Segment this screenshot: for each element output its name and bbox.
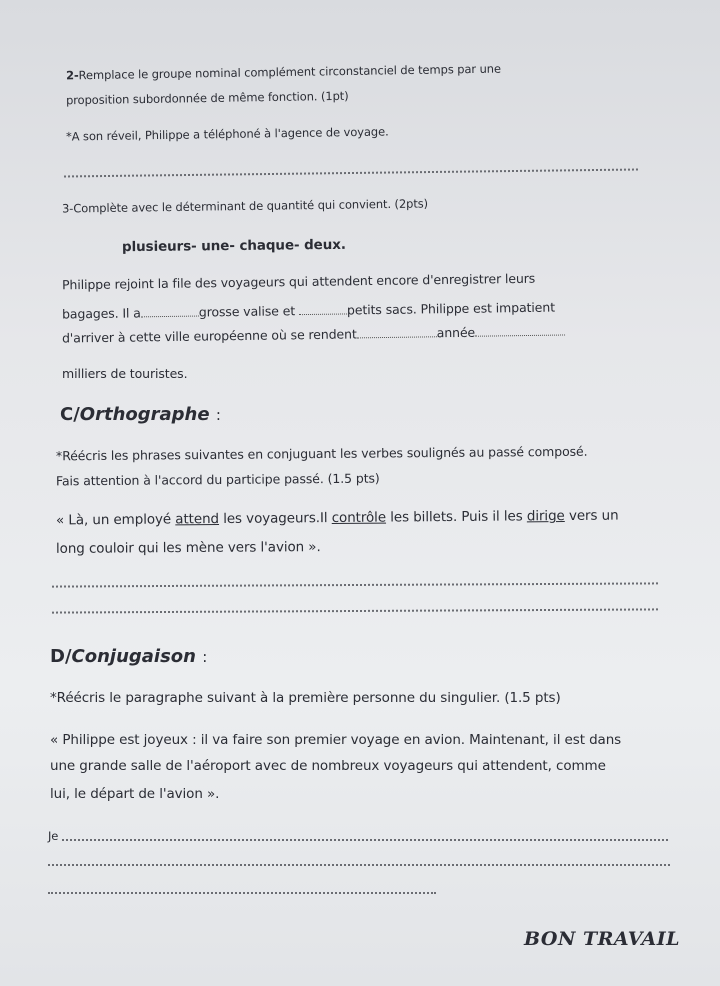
signoff-text: BON TRAVAIL bbox=[524, 928, 680, 950]
section-d-quote-line1: « Philippe est joyeux : il va faire son premier voyage en avion. Maintenant, il est dans bbox=[50, 732, 622, 748]
ex2-number: 2- bbox=[65, 68, 79, 83]
underlined-verb-attend: attend bbox=[175, 511, 220, 528]
section-d-answer-start: Je bbox=[48, 829, 59, 843]
section-d-instruction: *Réécris le paragraphe suivant à la première personne du singulier. (1.5 pts) bbox=[50, 690, 561, 706]
ex3-text-line2 bbox=[62, 299, 555, 323]
ex3-text-line4: milliers de touristes. bbox=[62, 366, 188, 381]
section-c-quote-line1 bbox=[56, 508, 619, 529]
section-c-answer-line-1[interactable] bbox=[52, 582, 658, 587]
ex3-text-line3 bbox=[62, 322, 565, 346]
section-c-instruction-line2: Fais attention à l'accord du participe passé. (1.5 pts) bbox=[55, 470, 380, 489]
section-d-answer-line-1[interactable] bbox=[62, 839, 668, 841]
section-d-prefix: D/ bbox=[50, 646, 72, 667]
ex2-instruction-line2: proposition subordonnée de même fonction. (1pt) bbox=[65, 88, 349, 108]
ex3-line2-part-c: petits sacs. Philippe est impatient bbox=[346, 299, 556, 318]
section-d-heading bbox=[50, 646, 207, 667]
ex2-answer-line[interactable] bbox=[64, 168, 638, 177]
section-d-title: Conjugaison bbox=[71, 646, 196, 667]
ex3-blank-1[interactable] bbox=[141, 304, 199, 318]
ex3-blank-4[interactable] bbox=[475, 322, 565, 336]
underlined-verb-controle: contrôle bbox=[331, 509, 387, 527]
section-d-answer-line-3[interactable] bbox=[48, 892, 436, 894]
ex3-line3-part-b: année bbox=[436, 324, 476, 341]
ex3-blank-3[interactable] bbox=[357, 324, 437, 338]
ex2-instruction-line1 bbox=[66, 61, 501, 84]
ex3-text-line1: Philippe rejoint la file des voyageurs qui attendent encore d'enregistrer leurs bbox=[61, 270, 536, 293]
section-c-colon: : bbox=[215, 406, 221, 424]
quote-text: les voyageurs.Il bbox=[218, 510, 332, 528]
section-c-answer-line-2[interactable] bbox=[52, 608, 658, 613]
section-c-title: Orthographe bbox=[79, 404, 210, 425]
quote-text: « Là, un employé bbox=[55, 511, 176, 529]
section-d-quote-line2: une grande salle de l'aéroport avec de nombreux voyageurs qui attendent, comme bbox=[50, 758, 606, 774]
ex3-line2-part-a: bagages. Il a bbox=[61, 305, 141, 322]
section-d-colon: : bbox=[202, 648, 208, 666]
section-c-heading bbox=[60, 404, 221, 425]
section-c-prefix: C/ bbox=[60, 404, 80, 425]
ex3-line2-part-b: grosse valise et bbox=[198, 303, 296, 320]
ex3-blank-2[interactable] bbox=[299, 301, 347, 315]
ex2-instruction-text: Remplace le groupe nominal complément circonstanciel de temps par une bbox=[78, 61, 502, 83]
ex3-title: 3-Complète avec le déterminant de quantité qui convient. (2pts) bbox=[61, 196, 429, 216]
section-d-answer-line-2[interactable] bbox=[48, 864, 670, 866]
ex2-sentence: *A son réveil, Philippe a téléphoné à l'agence de voyage. bbox=[65, 124, 389, 144]
quote-text: les billets. Puis il les bbox=[385, 508, 527, 526]
ex3-word-list: plusieurs- une- chaque- deux. bbox=[121, 236, 346, 256]
underlined-verb-dirige: dirige bbox=[526, 508, 565, 525]
section-d-quote-line3: lui, le départ de l'avion ». bbox=[50, 786, 220, 802]
ex3-line3-part-a: d'arriver à cette ville européenne où se rendent bbox=[61, 326, 357, 346]
section-c-instruction-line1: *Réécris les phrases suivantes en conjuguant les verbes soulignés au passé composé. bbox=[55, 443, 588, 464]
section-c-quote-line2: long couloir qui les mène vers l'avion ». bbox=[55, 539, 321, 557]
quote-text: vers un bbox=[564, 507, 619, 525]
